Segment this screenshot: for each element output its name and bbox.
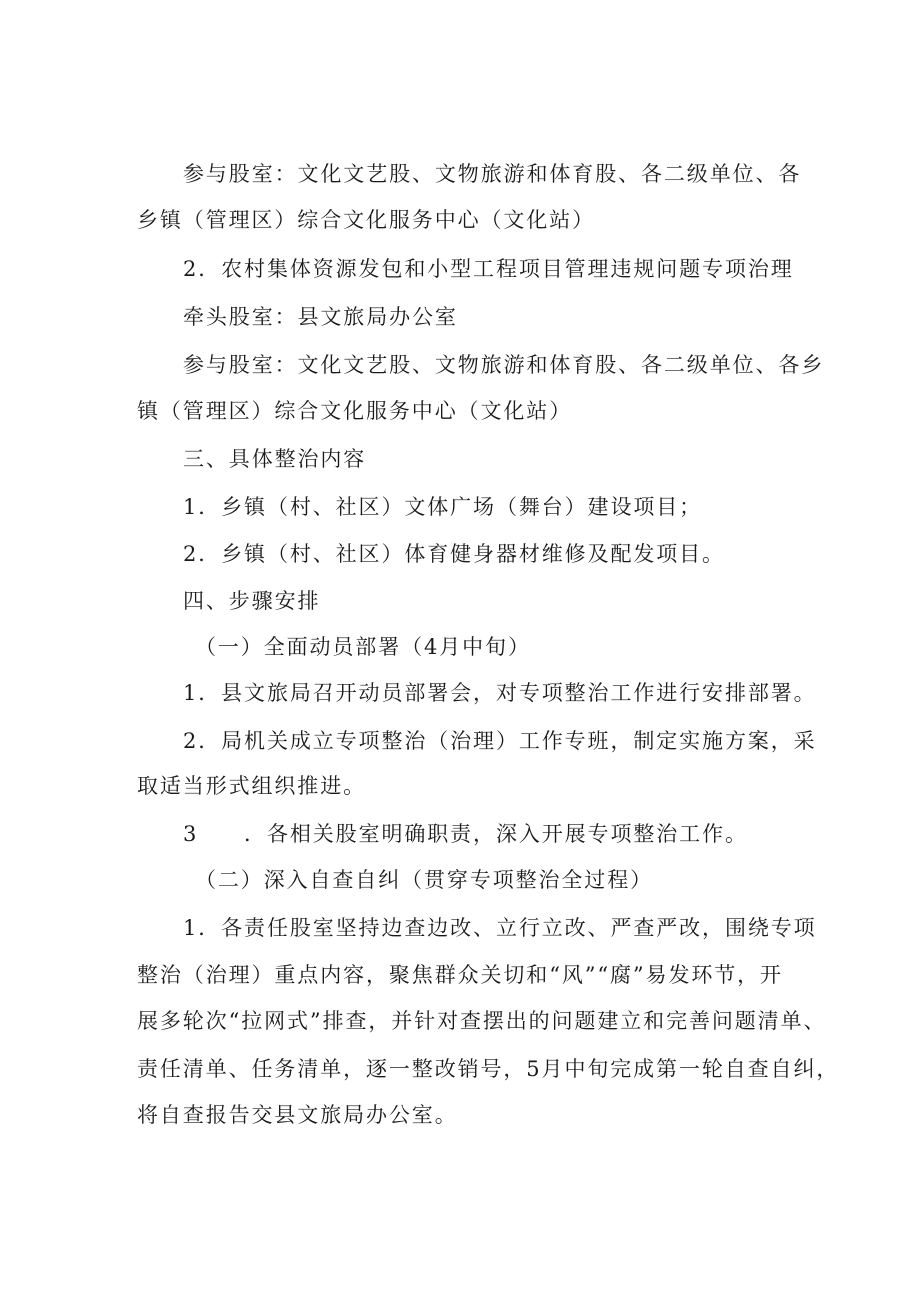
subsection-heading: （一）全面动员部署（4月中旬） xyxy=(195,635,531,659)
text-line: 责任清单、任务清单，逐一整改销号，5月中旬完成第一轮自查自纠， xyxy=(137,1057,840,1081)
text-line: 镇（管理区）综合文化服务中心（文化站） xyxy=(137,399,573,423)
text-line: 乡镇（管理区）综合文化服务中心（文化站） xyxy=(137,208,595,232)
subsection-heading: （二）深入自查自纠（贯穿专项整治全过程） xyxy=(195,868,653,892)
text-line: 参与股室：文化文艺股、文物旅游和体育股、各二级单位、各乡 xyxy=(183,353,825,377)
text-line: 3 ．各相关股室明确职责，深入开展专项整治工作。 xyxy=(183,822,748,846)
text-line: 牵头股室：县文旅局办公室 xyxy=(183,305,458,329)
text-line: 将自查报告交县文旅局办公室。 xyxy=(137,1103,458,1127)
text-line: 参与股室：文化文艺股、文物旅游和体育股、各二级单位、各 xyxy=(183,162,802,186)
text-line: 1．各责任股室坚持边查边改、立行立改、严查严改，围绕专项 xyxy=(183,916,817,940)
text-line: 取适当形式组织推进。 xyxy=(137,774,366,798)
text-line: 展多轮次“拉网式”排查，并针对查摆出的问题建立和完善问题清单、 xyxy=(137,1009,827,1033)
text-line: 1．县文旅局召开动员部署会，对专项整治工作进行安排部署。 xyxy=(183,681,817,705)
text-line: 2．乡镇（村、社区）体育健身器材维修及配发项目。 xyxy=(183,542,725,566)
text-line: 1．乡镇（村、社区）文体广场（舞台）建设项目； xyxy=(183,495,703,519)
text-line: 2．农村集体资源发包和小型工程项目管理违规问题专项治理 xyxy=(183,257,794,281)
text-line: 2．局机关成立专项整治（治理）工作专班，制定实施方案，采 xyxy=(183,729,817,753)
section-heading: 三、具体整治内容 xyxy=(183,447,367,471)
section-heading: 四、步骤安排 xyxy=(183,589,321,613)
text-line: 整治（治理）重点内容，聚焦群众关切和“风”“腐”易发环节，开 xyxy=(137,963,783,987)
